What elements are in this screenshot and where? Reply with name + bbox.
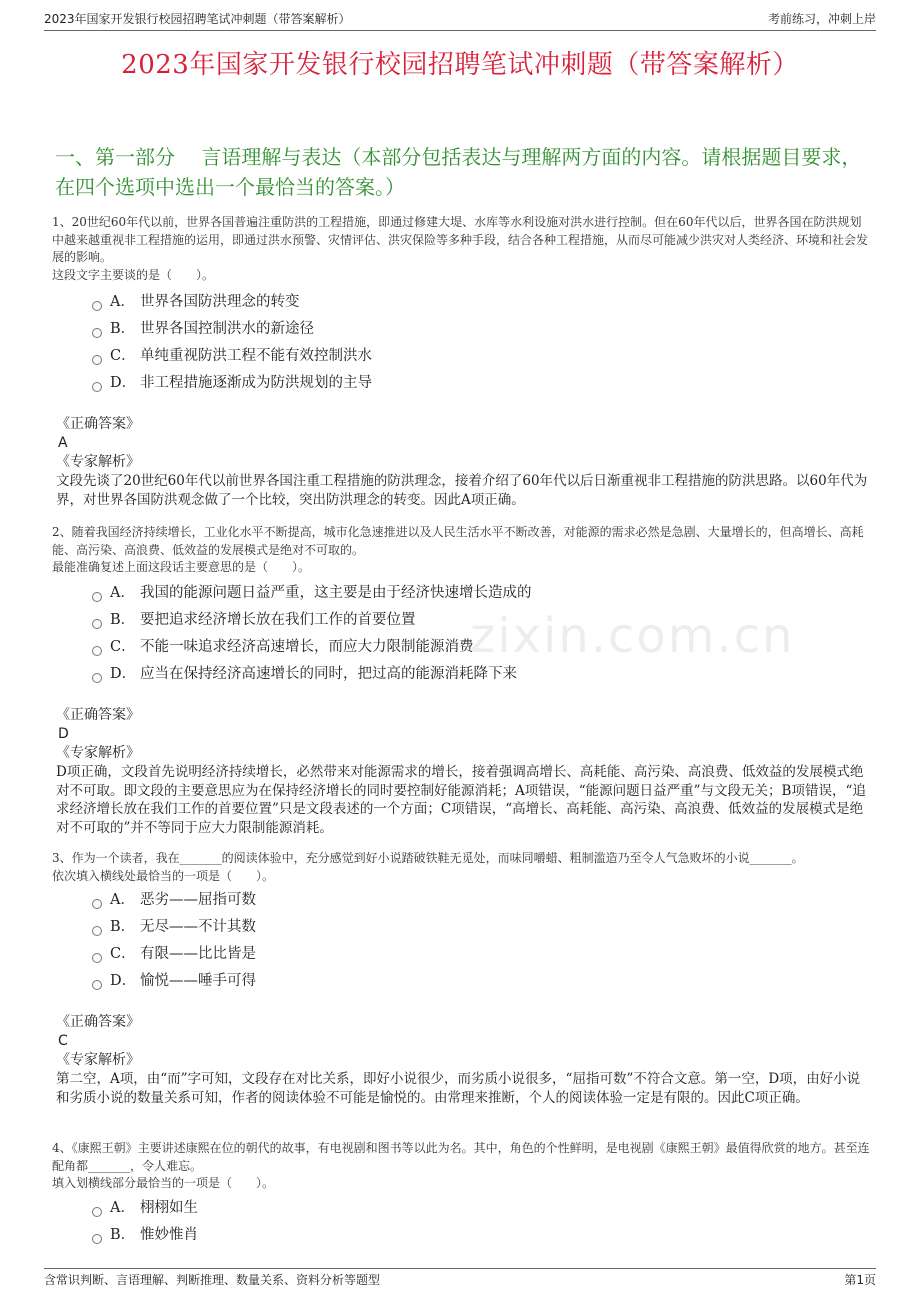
question-2-options — [92, 580, 872, 688]
question-ask: 这段文字主要谈的是（ ）。 — [52, 267, 215, 282]
option-text: 我国的能源问题日益严重，这主要是由于经济快速增长造成的 — [140, 585, 532, 601]
question-text: 4、《康熙王朝》主要讲述康熙在位的朝代的故事，有电视剧和图书等以此为名。其中，角色的个性鲜明，是电视剧《康熙王朝》最值得欣赏的地方。甚至连配角都_______，令人难忘。 — [52, 1141, 870, 1173]
option-text: 单纯重视防洪工程不能有效控制洪水 — [140, 348, 372, 364]
header-doc-title: 2023年国家开发银行校园招聘笔试冲刺题（带答案解析） — [44, 12, 351, 26]
radio-icon[interactable] — [92, 1234, 102, 1244]
radio-icon[interactable] — [92, 592, 102, 602]
option-b[interactable]: B． 惟妙惟肖 — [92, 1222, 872, 1249]
option-text: 愉悦——唾手可得 — [140, 973, 256, 989]
question-text: 1、20世纪60年代以前，世界各国普遍注重防洪的工程措施，即通过修建大堤、水库等水利设施对洪水进行控制。但在60年代以后，世界各国在防洪规划中越来越重视非工程措施的运用，即通过洪水预警、灾情评估、洪灾保险等多种手段，结合各种工程措施，从而尽可能减少洪灾对人类经济、环境和社会发展的影响。 — [52, 215, 869, 264]
question-3-answer — [56, 1013, 872, 1107]
option-b[interactable]: B． 无尽——不计其数 — [92, 914, 872, 941]
question-ask: 填入划横线部分最恰当的一项是（ ）。 — [52, 1176, 275, 1190]
question-text: 3、作为一个读者，我在_______的阅读体验中，充分感觉到好小说踏破铁鞋无觅处，而味同嚼蜡、粗制滥造乃至令人气急败坏的小说_______。 — [52, 851, 804, 865]
option-b[interactable]: B． 要把追求经济增长放在我们工作的首要位置 — [92, 607, 872, 634]
option-d[interactable]: D． 愉悦——唾手可得 — [92, 968, 872, 995]
radio-icon[interactable] — [92, 953, 102, 963]
question-ask: 最能准确复述上面这段话主要意思的是（ ）。 — [52, 560, 311, 574]
answer-value: A — [58, 435, 68, 451]
option-text: 应当在保持经济高速增长的同时，把过高的能源消耗降下来 — [140, 666, 517, 682]
radio-icon[interactable] — [92, 980, 102, 990]
radio-icon[interactable] — [92, 382, 102, 392]
document-title: 2023年国家开发银行校园招聘笔试冲刺题（带答案解析） — [121, 50, 799, 80]
option-a[interactable]: A． 恶劣——屈指可数 — [92, 887, 872, 914]
question-1-options — [92, 289, 872, 397]
option-a[interactable]: A． 我国的能源问题日益严重，这主要是由于经济快速增长造成的 — [92, 580, 872, 607]
option-d[interactable]: D． 应当在保持经济高速增长的同时，把过高的能源消耗降下来 — [92, 661, 872, 688]
option-a[interactable]: A． 世界各国防洪理念的转变 — [92, 289, 872, 316]
radio-icon[interactable] — [92, 899, 102, 909]
option-text: 无尽——不计其数 — [140, 919, 256, 935]
option-d[interactable]: D． 非工程措施逐渐成为防洪规划的主导 — [92, 370, 872, 397]
option-text: 惟妙惟肖 — [140, 1227, 198, 1243]
option-text: 恶劣——屈指可数 — [140, 892, 256, 908]
footer-topics: 含常识判断、言语理解、判断推理、数量关系、资料分析等题型 — [44, 1273, 381, 1287]
answer-label: 《正确答案》 — [56, 707, 140, 723]
analysis-text: 第二空，A项，由“而”字可知，文段存在对比关系，即好小说很少，而劣质小说很多，“屈指可数”不符合文意。第一空，D项，由好小说和劣质小说的数量关系可知，作者的阅读体验不可能是愉悦的。由常理来推断，个人的阅读体验一定是有限的。因此C项正确。 — [56, 1071, 861, 1106]
analysis-text: 文段先谈了20世纪60年代以前世界各国注重工程措施的防洪理念，接着介绍了60年代以后日渐重视非工程措施的防洪思路。以60年代为界，对世界各国防洪观念做了一个比较，突出防洪理念的转变。因此A项正确。 — [56, 473, 868, 508]
question-3-options — [92, 887, 872, 995]
analysis-label: 《专家解析》 — [56, 454, 140, 470]
watermark: zixin.com.cn — [470, 608, 795, 664]
option-b[interactable]: B． 世界各国控制洪水的新途径 — [92, 316, 872, 343]
page-header — [44, 8, 876, 31]
option-text: 世界各国防洪理念的转变 — [140, 294, 300, 310]
analysis-label: 《专家解析》 — [56, 745, 140, 761]
option-text: 世界各国控制洪水的新途径 — [140, 321, 314, 337]
question-2-answer — [56, 706, 872, 837]
option-text: 栩栩如生 — [140, 1200, 198, 1216]
page-footer — [44, 1268, 876, 1291]
option-text: 要把追求经济增长放在我们工作的首要位置 — [140, 612, 416, 628]
option-text: 非工程措施逐渐成为防洪规划的主导 — [140, 375, 372, 391]
header-slogan: 考前练习，冲刺上岸 — [767, 12, 876, 26]
analysis-text: D项正确，文段首先说明经济持续增长，必然带来对能源需求的增长，接着强调高增长、高耗能、高污染、高浪费、低效益的发展模式绝对不可取。即文段的主要意思应为在保持经济增长的同时要控制好能源消耗；A项错误，“能源问题日益严重”与文段无关；B项错误，“追求经济增长放在我们工作的首要位置”只是文段表述的一个方面；C项错误，“高增长、高耗能、高污染、高浪费、低效益的发展模式是绝对不可取的”并不等同于应大力限制能源消耗。 — [56, 764, 866, 836]
question-3-stem — [52, 850, 872, 885]
section-heading: 一、第一部分 言语理解与表达（本部分包括表达与理解两方面的内容。请根据题目要求，在四个选项中选出一个最恰当的答案。） — [55, 145, 862, 199]
page-number: 第1页 — [844, 1273, 876, 1287]
answer-label: 《正确答案》 — [56, 1014, 140, 1030]
question-4-stem — [52, 1140, 872, 1193]
radio-icon[interactable] — [92, 673, 102, 683]
question-ask: 依次填入横线处最恰当的一项是（ ）。 — [52, 868, 275, 883]
question-1-stem — [52, 214, 872, 284]
option-c[interactable]: C． 不能一味追求经济高速增长，而应大力限制能源消费 — [92, 634, 872, 661]
option-a[interactable]: A． 栩栩如生 — [92, 1195, 872, 1222]
analysis-label: 《专家解析》 — [56, 1052, 140, 1068]
option-c[interactable]: C． 有限——比比皆是 — [92, 941, 872, 968]
answer-label: 《正确答案》 — [56, 416, 140, 432]
radio-icon[interactable] — [92, 646, 102, 656]
answer-value: D — [58, 726, 69, 742]
radio-icon[interactable] — [92, 328, 102, 338]
answer-value: C — [58, 1033, 68, 1049]
question-text: 2、随着我国经济持续增长，工业化水平不断提高，城市化急速推进以及人民生活水平不断改善，对能源的需求必然是急剧、大量增长的，但高增长、高耗能、高污染、高浪费、低效益的发展模式是绝对不可取的。 — [52, 525, 864, 557]
question-2-stem — [52, 524, 872, 577]
option-text: 有限——比比皆是 — [140, 946, 256, 962]
radio-icon[interactable] — [92, 1207, 102, 1217]
radio-icon[interactable] — [92, 619, 102, 629]
question-1-answer — [56, 415, 872, 509]
option-c[interactable]: C． 单纯重视防洪工程不能有效控制洪水 — [92, 343, 872, 370]
radio-icon[interactable] — [92, 355, 102, 365]
radio-icon[interactable] — [92, 301, 102, 311]
option-text: 不能一味追求经济高速增长，而应大力限制能源消费 — [140, 639, 474, 655]
question-4-options — [92, 1195, 872, 1249]
radio-icon[interactable] — [92, 926, 102, 936]
